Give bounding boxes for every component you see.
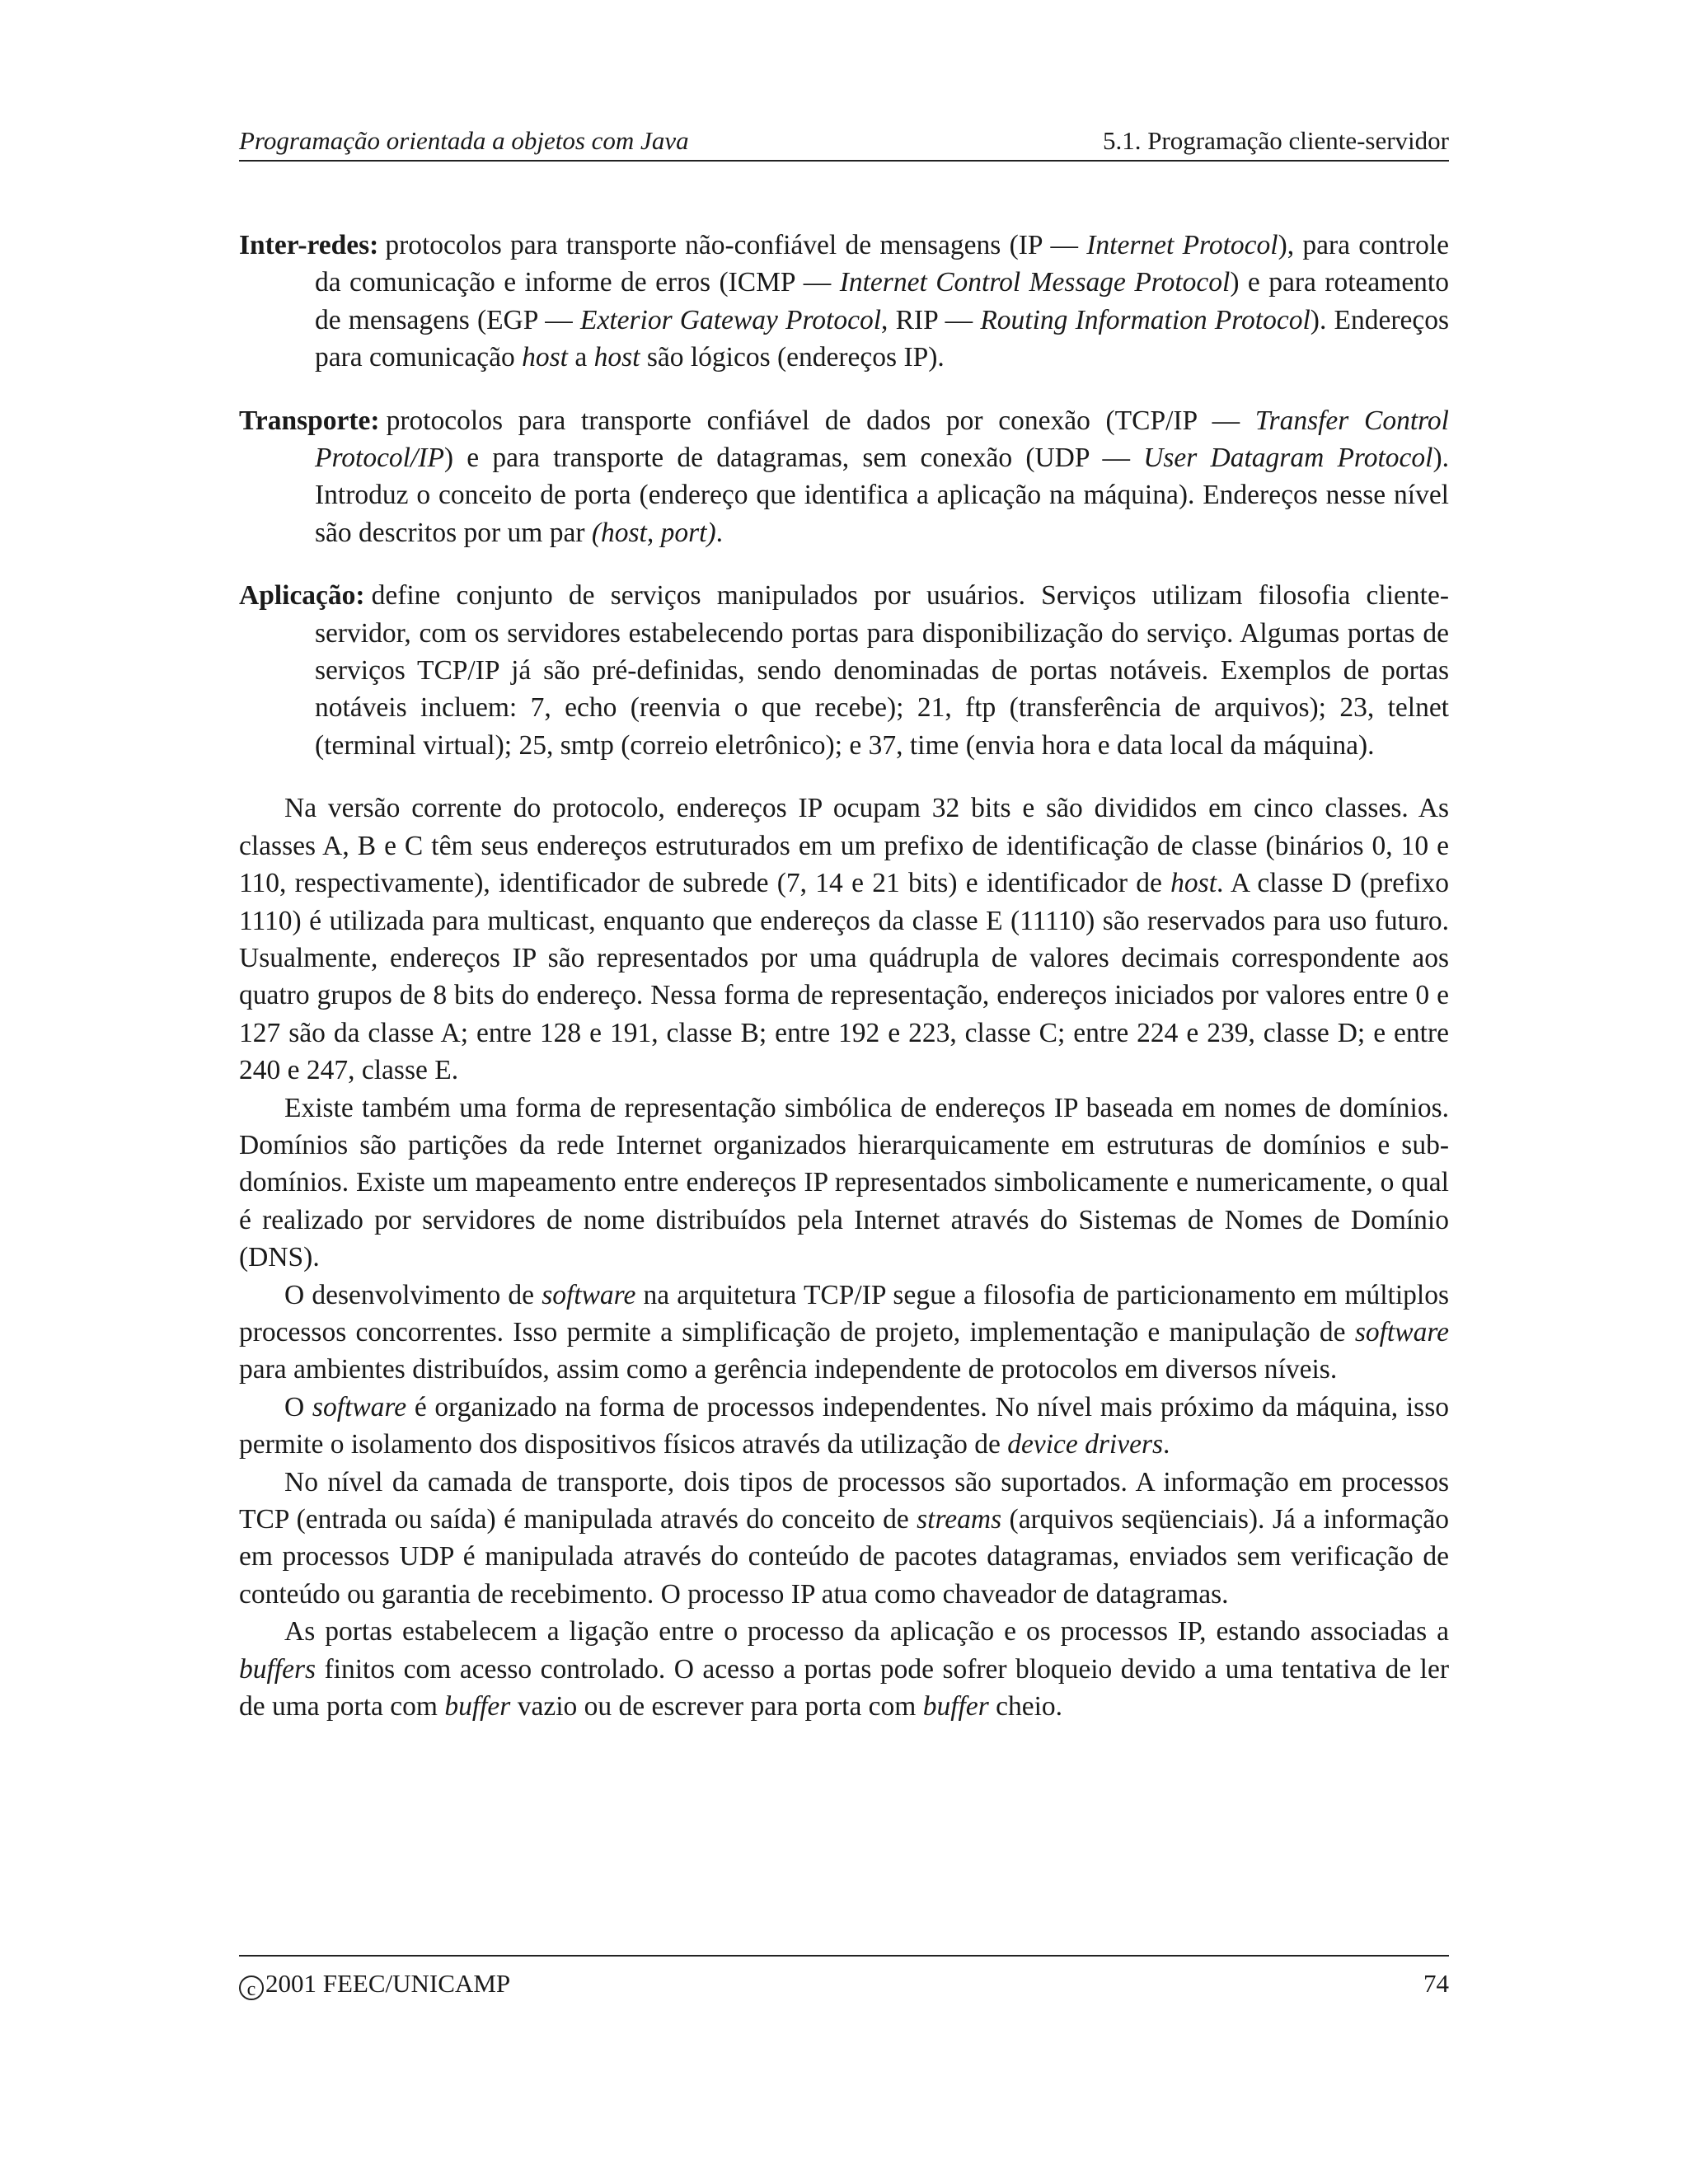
text-run: ). Endereços para comunicação <box>315 304 1450 373</box>
text-run: . A classe D (prefixo 1110) é utilizada para multicast, enquanto que endereços da classe E (11110) são reservados para uso futuro. Usualmente, endereços IP são representados por uma quádrupla de valores decimais correspondente aos quatro grupos de 8 bits do endereço. Nessa forma de representação, endereços iniciados por valores entre 0 e 127 são da classe A; entre 128 e 191, classe B; entre 192 e 223, classe C; entre 224 e 239, classe D; e entre 240 e 247, classe E. <box>239 868 1449 1086</box>
body-paragraph <box>239 1277 1449 1389</box>
emphasis-text: buffer <box>922 1691 989 1722</box>
body-paragraph <box>239 1090 1449 1277</box>
text-run: As portas estabelecem a ligação entre o processo da aplicação e os processos IP, estando associadas a <box>284 1616 1449 1647</box>
layer-term: Transporte: <box>239 405 380 436</box>
emphasis-text: host <box>522 342 568 373</box>
emphasis-text: Routing Information Protocol <box>980 304 1311 335</box>
emphasis-text: (host, port) <box>591 517 716 548</box>
body-paragraph <box>239 1464 1449 1614</box>
text-run: (arquivos seqüenciais). Já a informação em processos UDP é manipulada através do conteúdo de pacotes datagramas, enviados sem verificação de conteúdo ou garantia de recebimento. O processo IP atua como chaveador de datagramas. <box>239 1504 1449 1610</box>
text-run: Existe também uma forma de representação simbólica de endereços IP baseada em nomes de domínios. Domínios são partições da rede Internet organizados hierarquicamente em estruturas de domínios e sub-domínios. Existe um mapeamento entre endereços IP representados simbolicamente e numericamente, o qual é realizado por servidores de nome distribuídos pela Internet através do Sistemas de Nomes de Domínio (DNS). <box>239 1092 1449 1273</box>
text-run: protocolos para transporte confiável de dados por conexão (TCP/IP — <box>386 405 1255 436</box>
protocol-layer-item <box>239 227 1449 377</box>
emphasis-text: Transfer Control Protocol/IP <box>315 405 1449 474</box>
emphasis-text: software <box>1354 1316 1449 1347</box>
emphasis-text: device drivers <box>1007 1429 1164 1460</box>
emphasis-text: host <box>1170 868 1217 899</box>
emphasis-text: host <box>593 342 640 373</box>
text-run: protocolos para transporte não-confiável de mensagens (IP — <box>385 230 1087 260</box>
emphasis-text: Internet Protocol <box>1086 230 1278 260</box>
emphasis-text: software <box>542 1279 636 1310</box>
protocol-layer-item <box>239 402 1449 552</box>
text-run: ). Introduz o conceito de porta (endereço que identifica a aplicação na máquina). Endereços nesse nível são descritos por um par <box>315 443 1449 548</box>
document-page <box>239 0 1449 2184</box>
protocol-layer-item <box>239 577 1449 764</box>
copyright-notice <box>239 1968 510 2000</box>
page-body <box>239 227 1449 1725</box>
text-run: ), para controle da comunicação e informe de erros (ICMP — <box>315 230 1450 298</box>
footer-rule <box>239 1955 1449 1957</box>
layer-term: Inter-redes: <box>239 230 379 260</box>
body-paragraph <box>239 1389 1449 1464</box>
page-number: 74 <box>1423 1969 1449 1998</box>
emphasis-text: streams <box>917 1504 1002 1535</box>
emphasis-text: software <box>312 1391 407 1422</box>
text-run: para ambientes distribuídos, assim como a gerência independente de protocolos em diversos níveis. <box>239 1354 1338 1385</box>
emphasis-text: Exterior Gateway Protocol <box>579 304 882 335</box>
text-run: ) e para roteamento de mensagens (EGP — <box>315 267 1449 335</box>
text-run: . <box>1163 1429 1170 1460</box>
text-run: finitos com acesso controlado. O acesso a portas pode sofrer bloqueio devido a uma tentativa de ler de uma porta com <box>239 1653 1449 1722</box>
copyright-icon: c <box>239 1975 264 2000</box>
protocol-layer-list <box>239 227 1449 764</box>
text-run: O desenvolvimento de <box>284 1279 542 1310</box>
section-title: 5.1. Programação cliente-servidor <box>1102 126 1449 155</box>
layer-term: Aplicação: <box>239 580 365 612</box>
running-header <box>239 125 1449 162</box>
text-run: define conjunto de serviços manipulados por usuários. Serviços utilizam filosofia cliente-servidor, com os servidores estabelecendo portas para disponibilização do serviço. Algumas portas de serviços TCP/IP já são pré-definidas, sendo denominadas de portas notáveis. Exemplos de portas notáveis incluem: 7, echo (reenvia o que recebe); 21, ftp (transferência de arquivos); 23, telnet (terminal virtual); 25, smtp (correio eletrônico); e 37, time (envia hora e data local da máquina). <box>315 580 1449 761</box>
body-paragraph <box>239 790 1449 1089</box>
body-paragraph <box>239 1613 1449 1725</box>
header-rule <box>239 160 1449 162</box>
text-run: No nível da camada de transporte, dois tipos de processos são suportados. A informação em processos TCP (entrada ou saída) é manipulada através do conceito de <box>239 1466 1449 1535</box>
copyright-text: 2001 FEEC/UNICAMP <box>265 1969 511 1998</box>
text-run: a <box>567 342 594 373</box>
book-title: Programação orientada a objetos com Java <box>239 126 689 155</box>
text-run: , RIP — <box>881 304 981 335</box>
text-run: são lógicos (endereços IP). <box>640 342 945 373</box>
emphasis-text: buffer <box>444 1691 511 1722</box>
text-run: Na versão corrente do protocolo, endereços IP ocupam 32 bits e são divididos em cinco classes. As classes A, B e C têm seus endereços estruturados em um prefixo de identificação de classe (binários 0, 10 e 110, respectivamente), identificador de subrede (7, 14 e 21 bits) e identificador de <box>239 793 1449 899</box>
text-run: . <box>715 517 723 548</box>
emphasis-text: buffers <box>239 1653 316 1685</box>
text-run: é organizado na forma de processos independentes. No nível mais próximo da máquina, isso permite o isolamento dos dispositivos físicos através da utilização de <box>239 1391 1449 1460</box>
text-run: ) e para transporte de datagramas, sem conexão (UDP — <box>443 443 1144 474</box>
emphasis-text: User Datagram Protocol <box>1143 443 1433 474</box>
body-paragraphs <box>239 790 1449 1725</box>
emphasis-text: Internet Control Message Protocol <box>839 267 1231 298</box>
text-run: cheio. <box>988 1691 1063 1722</box>
text-run: na arquitetura TCP/IP segue a filosofia de particionamento em múltiplos processos concorrentes. Isso permite a simplificação de projeto, implementação e manipulação de <box>239 1279 1449 1347</box>
text-run: O <box>284 1391 312 1422</box>
text-run: vazio ou de escrever para porta com <box>510 1691 923 1722</box>
running-footer <box>239 1968 1449 2004</box>
